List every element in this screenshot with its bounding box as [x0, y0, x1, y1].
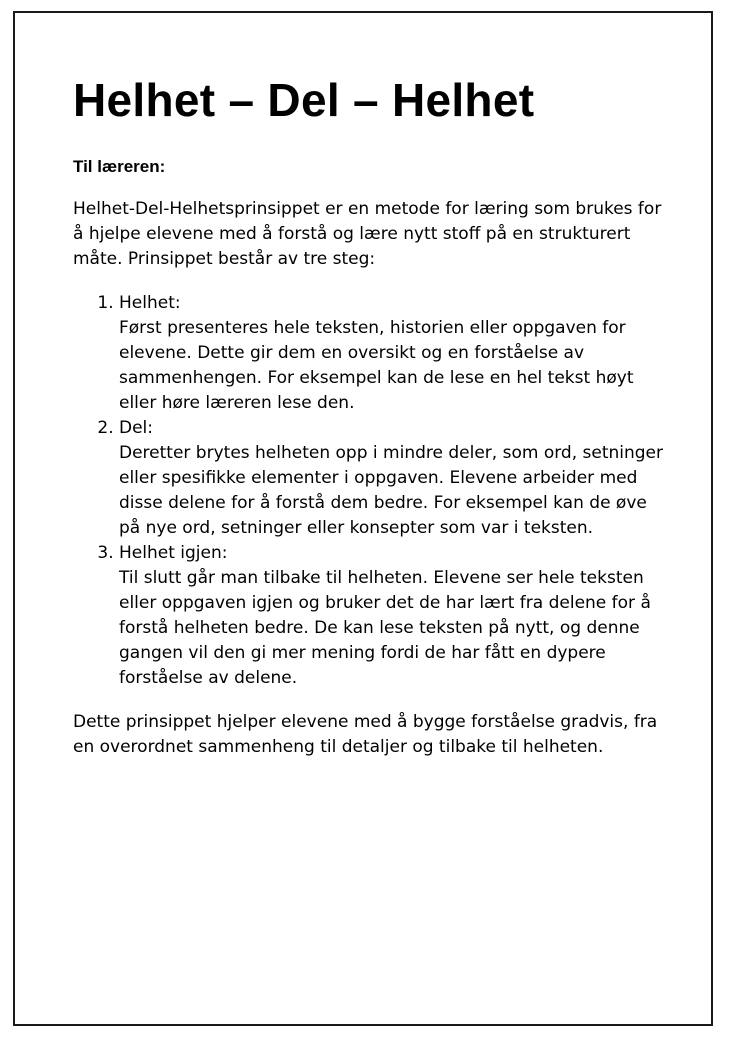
step-title: 1. Helhet:	[119, 293, 181, 313]
step-description: Deretter brytes helheten opp i mindre deler, som ord, setninger eller spesifikke elementer i oppgaven. Elevene arbeider med disse delene for å forstå dem bedre. For eksempel kan de øve på nye ord, setninger eller konsepter som var i teksten.	[119, 443, 663, 538]
step-title: 2. Del:	[119, 418, 153, 438]
list-item	[119, 291, 673, 416]
teacher-heading: Til læreren:	[73, 157, 166, 176]
page-title: Helhet – Del – Helhet	[73, 74, 535, 126]
list-item	[119, 541, 673, 691]
step-description: Først presenteres hele teksten, historien eller oppgaven for elevene. Dette gir dem en oversikt og en forståelse av sammenhengen. For eksempel kan de lese en hel tekst høyt eller høre læreren lese den.	[119, 318, 634, 413]
document-body	[73, 72, 673, 760]
closing-paragraph: Dette prinsippet hjelper elevene med å bygge forståelse gradvis, fra en overordnet sammenheng til detaljer og tilbake til helheten.	[73, 712, 658, 757]
steps-list	[73, 291, 673, 691]
intro-paragraph: Helhet-Del-Helhetsprinsippet er en metode for læring som brukes for å hjelpe elevene med å forstå og lære nytt stoff på en strukturert måte. Prinsippet består av tre steg:	[73, 199, 662, 269]
step-title: 3. Helhet igjen:	[119, 543, 228, 563]
step-description: Til slutt går man tilbake til helheten. Elevene ser hele teksten eller oppgaven igjen og bruker det de har lært fra delene for å forstå helheten bedre. De kan lese teksten på nytt, og denne gangen vil den gi mer mening fordi de har fått en dypere forståelse av delene.	[119, 568, 651, 688]
list-item	[119, 416, 673, 541]
